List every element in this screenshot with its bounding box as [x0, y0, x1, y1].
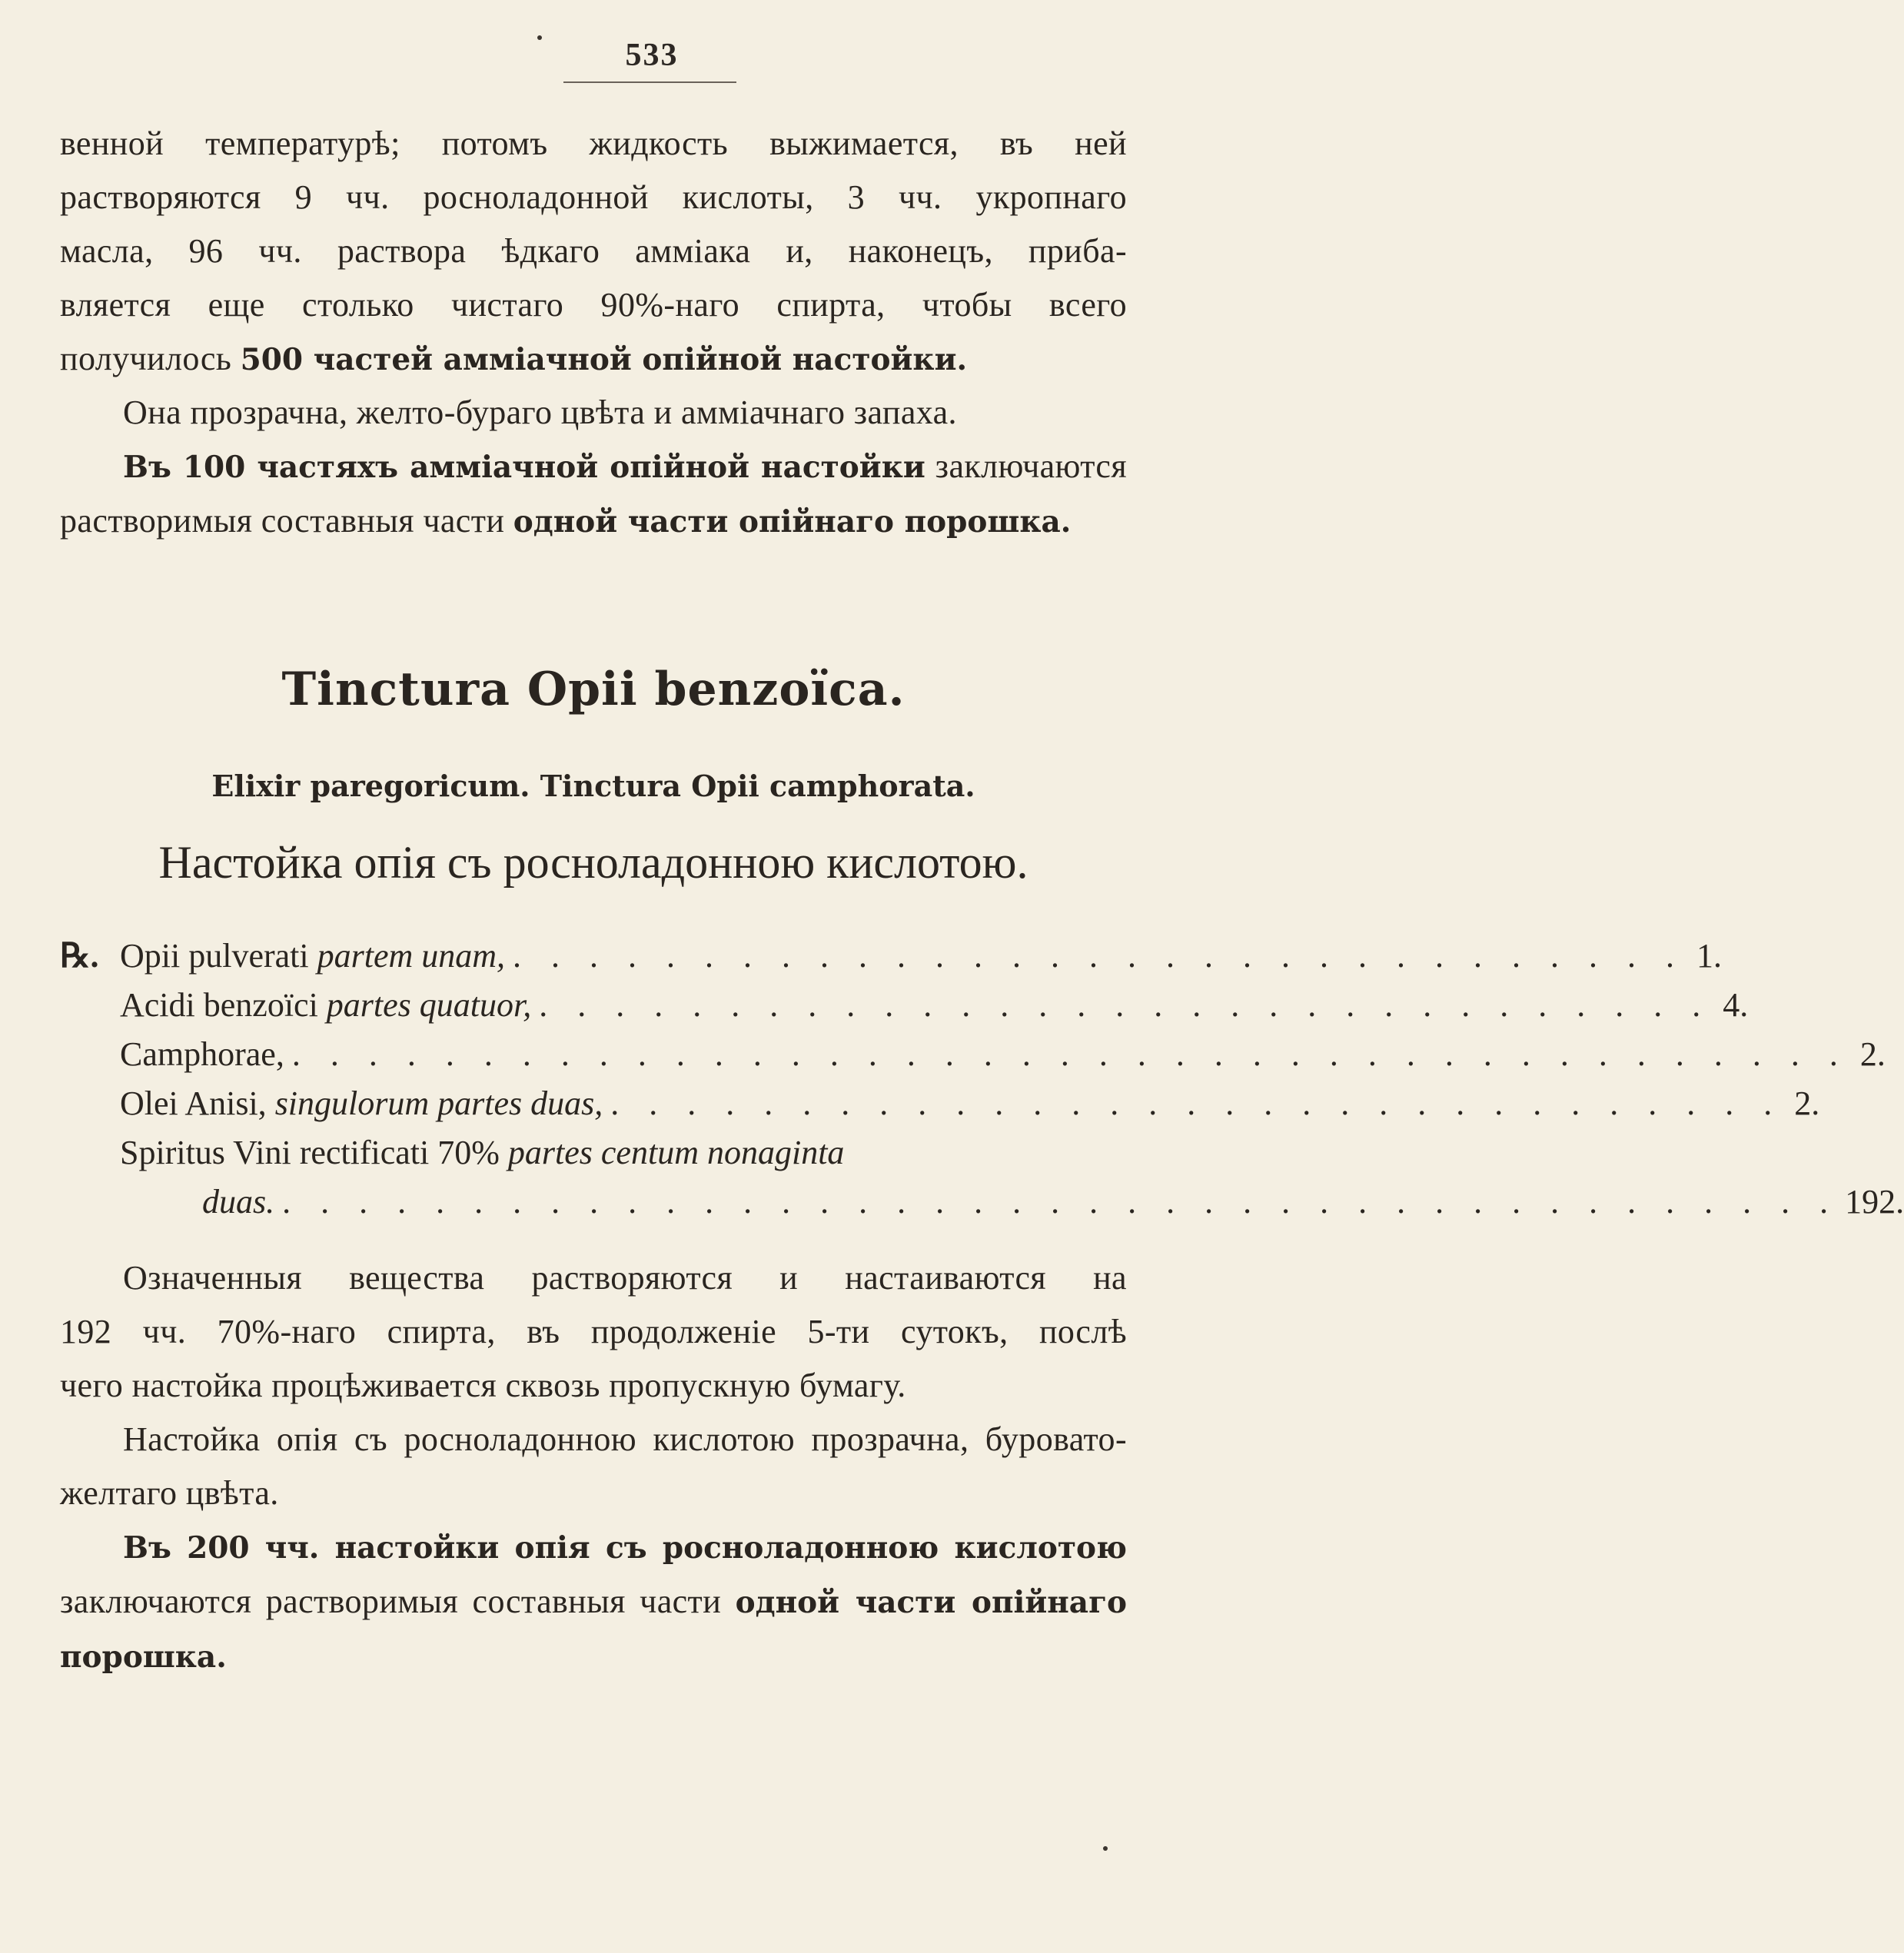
- paragraph-description: Настойка опія съ росноладонною кислотою прозрачна, буровато-желтаго цвѣта.: [60, 1420, 1127, 1512]
- ingredient: [60, 1079, 603, 1128]
- text-line: вляется еще столько чистаго 90%-наго спирта, чтобы всего: [60, 286, 1127, 324]
- paragraph-description: Она прозрачна, желто-бураго цвѣта и амміачнаго запаха.: [123, 394, 957, 431]
- recipe-line: [60, 1030, 1886, 1079]
- section-title: Tinctura Opii benzoïca.: [281, 663, 905, 716]
- leader-dots: . . . . . . . . . . . . . . . . . . . . . . . . . . . . . . .: [610, 1084, 1783, 1122]
- paragraph-method: [60, 1251, 1127, 1413]
- ingredient-amount: partes quatuor,: [326, 986, 532, 1024]
- russian-title: Настойка опія съ росноладонною кислотою.: [158, 837, 1028, 888]
- bold-text: одной части опійнаго порошка.: [60, 1585, 1127, 1675]
- text-line: венной температурѣ; потомъ жидкость выжимается, въ ней: [60, 125, 1127, 162]
- recipe-symbol: ℞.: [60, 937, 99, 975]
- ingredient: [60, 981, 531, 1030]
- ingredient-amount: singulorum partes duas,: [274, 1084, 603, 1122]
- bold-text: Въ 200 чч. настойки опія съ росноладонною кислотою: [123, 1530, 1127, 1566]
- bold-text: 500 частей амміачной опійной настойки.: [240, 342, 968, 377]
- leader-dots: . . . . . . . . . . . . . . . . . . . . . . . . . . . . . . .: [539, 986, 1712, 1024]
- ingredient-name: Olei Anisi,: [120, 1084, 275, 1122]
- recipe-line: [60, 932, 1723, 981]
- ingredient-qty: 4.: [1723, 986, 1749, 1024]
- ink-dot: [1103, 1846, 1108, 1851]
- recipe-line: [60, 981, 1749, 1030]
- text-line: 192 чч. 70%-наго спирта, въ продолженіе 5-ти сутокъ, послѣ: [60, 1313, 1127, 1350]
- ingredient: [60, 932, 505, 981]
- bold-text: Въ 100 частяхъ амміачной опійной настойки: [123, 450, 925, 485]
- page-number: 533: [625, 38, 679, 73]
- ingredient-qty: 1.: [1696, 937, 1723, 975]
- text-line: масла, 96 чч. раствора ѣдкаго амміака и, наконецъ, приба-: [60, 232, 1127, 270]
- ingredient-qty: 192.: [1845, 1183, 1904, 1221]
- text-span: заключаются растворимыя составныя части: [60, 1583, 736, 1620]
- text-line: чего настойка процѣживается сквозь пропускную бумагу.: [60, 1367, 906, 1404]
- recipe-line: [60, 1128, 1127, 1177]
- section-subtitle: Elixir paregoricum. Tinctura Opii camphorata.: [211, 769, 975, 803]
- page: [60, 0, 1904, 1953]
- header-rule: [563, 81, 736, 83]
- bold-text: одной части опійнаго порошка.: [513, 504, 1072, 540]
- text-line: [60, 332, 1127, 387]
- text-span: получилось: [60, 340, 241, 377]
- ingredient-name: Camphorae,: [120, 1035, 284, 1073]
- text-span: заключаются растворимыя составныя части: [60, 447, 1127, 540]
- text-line: растворяются 9 чч. росноладонной кислоты, 3 чч. укропнаго: [60, 178, 1127, 216]
- text-line: Означенныя вещества растворяются и настаиваются на: [123, 1259, 1127, 1297]
- paragraph-content: [60, 1520, 1127, 1684]
- ingredient-amount: partem unam,: [317, 937, 506, 975]
- ingredient-qty: 2.: [1859, 1035, 1886, 1073]
- ingredient: [60, 1128, 844, 1177]
- ingredient-name: Spiritus Vini rectificati 70%: [120, 1134, 508, 1171]
- recipe-line: [60, 1177, 1904, 1227]
- ingredient-amount: partes centum nonaginta: [507, 1134, 845, 1171]
- paragraph-continuation: [60, 117, 1127, 387]
- recipe-list: [60, 932, 1904, 1227]
- ingredient-continuation: [60, 1177, 274, 1227]
- ingredient-name: Acidi benzoïci: [120, 986, 327, 1024]
- ingredient-amount: duas.: [202, 1183, 275, 1221]
- paragraph-content: [60, 440, 1127, 549]
- leader-dots: . . . . . . . . . . . . . . . . . . . . . . . . . . . . . . . . . . . . . . . . .: [282, 1183, 1839, 1221]
- ingredient: [60, 1030, 284, 1079]
- leader-dots: . . . . . . . . . . . . . . . . . . . . . . . . . . . . . . . . . . . . . . . . .: [291, 1035, 1849, 1073]
- ingredient-name: Opii pulverati: [120, 937, 317, 975]
- ingredient-qty: 2.: [1794, 1084, 1820, 1122]
- recipe-line: [60, 1079, 1820, 1128]
- leader-dots: . . . . . . . . . . . . . . . . . . . . . . . . . . . . . . .: [513, 937, 1686, 975]
